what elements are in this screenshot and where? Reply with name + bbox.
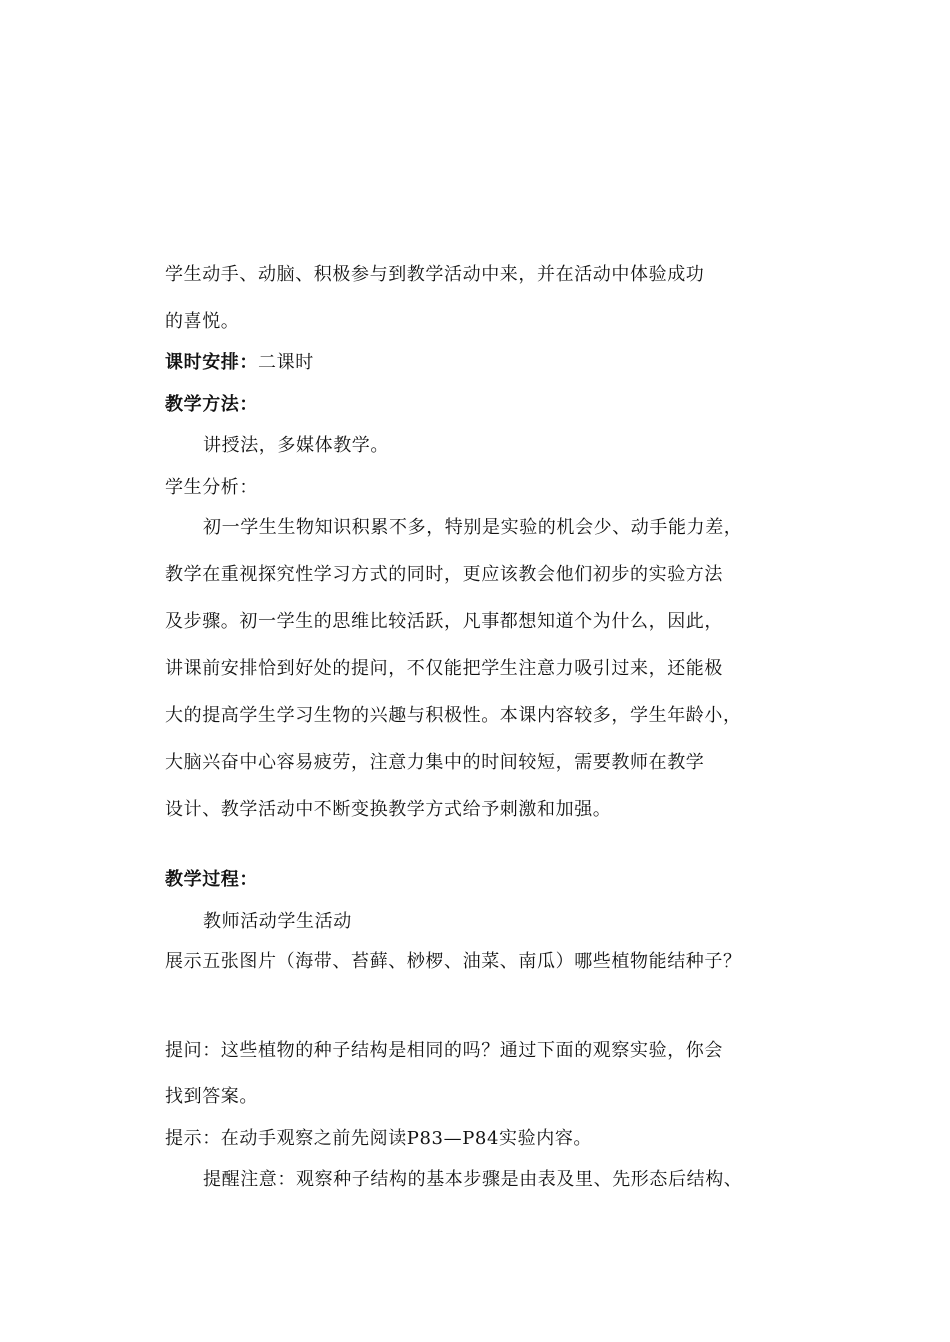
process-question-line-1: 提问：这些植物的种子结构是相同的吗？通过下面的观察实验，你会: [165, 1040, 723, 1061]
process-reminder: 提醒注意：观察种子结构的基本步骤是由表及里、先形态后结构、: [203, 1169, 743, 1190]
process-columns: 教师活动学生活动: [203, 911, 352, 932]
analysis-line: 讲课前安排恰到好处的提问，不仅能把学生注意力吸引过来，还能极: [165, 658, 723, 679]
methods-heading: 教学方法：: [165, 394, 258, 415]
process-hint: 提示：在动手观察之前先阅读P83—P84实验内容。: [165, 1128, 593, 1149]
intro-line-2: 的喜悦。: [165, 311, 240, 332]
analysis-line: 设计、教学活动中不断变换教学方式给予刺激和加强。: [165, 799, 612, 820]
analysis-line: 初一学生生物知识积累不多，特别是实验的机会少、动手能力差，: [203, 517, 743, 538]
process-question-line-2: 找到答案。: [165, 1086, 258, 1107]
analysis-line: 大脑兴奋中心容易疲劳，注意力集中的时间较短，需要教师在教学: [165, 752, 705, 773]
schedule-label: 课时安排：: [165, 352, 258, 373]
process-heading: 教学过程：: [165, 869, 258, 890]
analysis-line: 及步骤。初一学生的思维比较活跃，凡事都想知道个为什么，因此，: [165, 611, 723, 632]
analysis-line: 教学在重视探究性学习方式的同时，更应该教会他们初步的实验方法: [165, 564, 723, 585]
analysis-heading: 学生分析：: [165, 477, 258, 498]
analysis-line: 大的提高学生学习生物的兴趣与积极性。本课内容较多，学生年龄小，: [165, 705, 742, 726]
schedule-value: 二课时: [258, 352, 314, 373]
process-show: 展示五张图片（海带、苔藓、桫椤、油菜、南瓜）哪些植物能结种子？: [165, 951, 742, 972]
methods-text: 讲授法，多媒体教学。: [203, 435, 389, 456]
schedule-row: [165, 351, 314, 375]
intro-line-1: 学生动手、动脑、积极参与到教学活动中来，并在活动中体验成功: [165, 264, 705, 285]
